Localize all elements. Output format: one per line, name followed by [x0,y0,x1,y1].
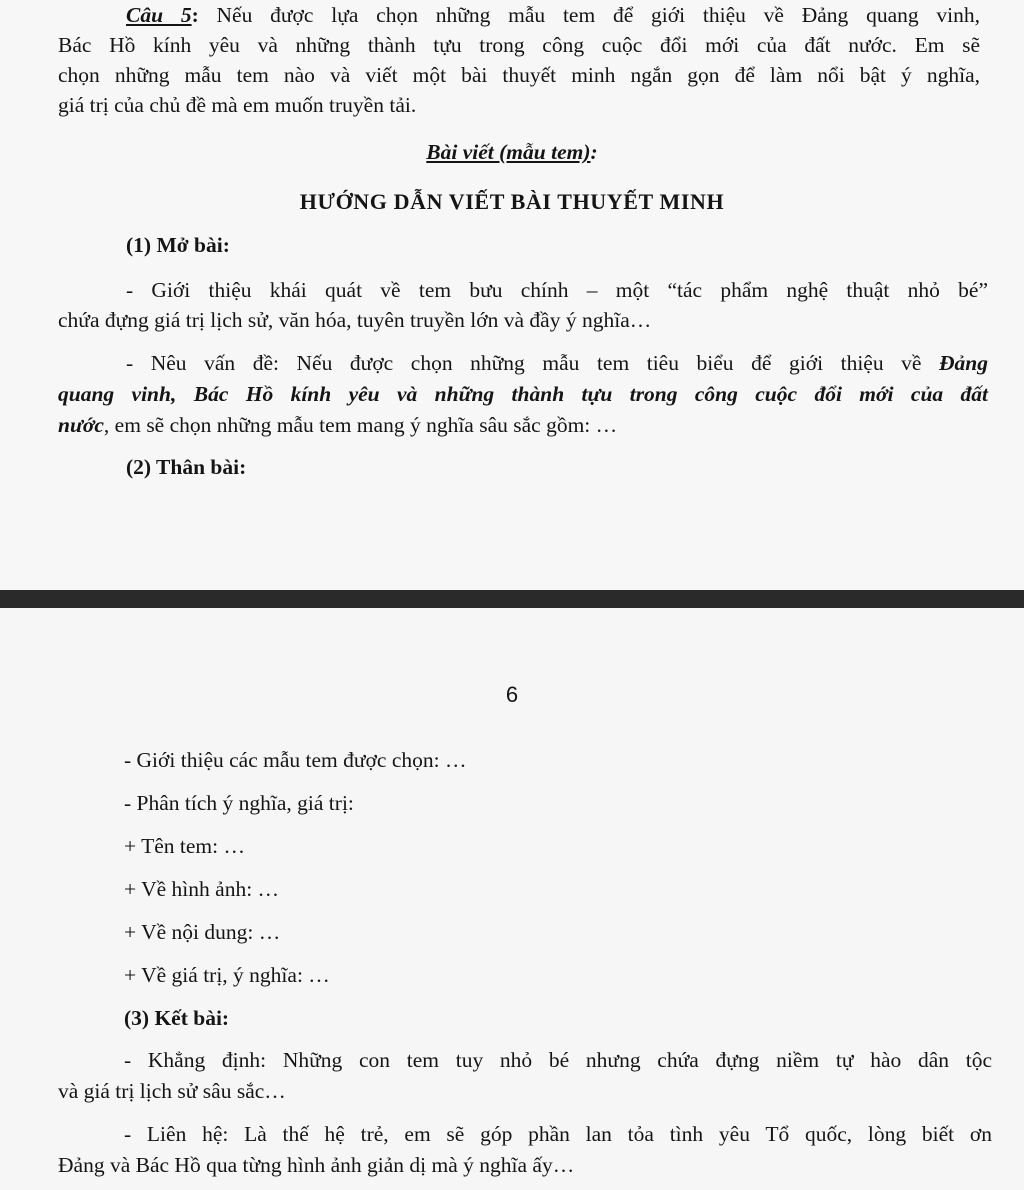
body-item-4: + Về hình ảnh: … [124,877,280,901]
body-item-2: - Phân tích ý nghĩa, giá trị: [124,791,354,815]
body-item-3: + Tên tem: … [124,834,246,858]
intro-p2-line-3 [58,411,617,440]
intro-p2-line-1-text: - Nêu vấn đề: Nếu được chọn những mẫu tem tiêu biểu để giới thiệu về [126,351,940,375]
conclusion-p2-line-1: - Liên hệ: Là thế hệ trẻ, em sẽ góp phần lan tỏa tình yêu Tổ quốc, lòng biết ơn [124,1122,992,1146]
intro-p2-line-1-emphasis: Đảng [939,351,988,375]
intro-p1-line-2: chứa đựng giá trị lịch sử, văn hóa, tuyên truyền lớn và đầy ý nghĩa… [58,308,652,332]
guide-heading: HƯỚNG DẪN VIẾT BÀI THUYẾT MINH [299,189,725,214]
question-label-colon: : [191,3,199,27]
essay-label-text: Bài viết (mẫu tem) [426,140,591,164]
conclusion-title: (3) Kết bài: [124,1006,230,1030]
conclusion-p1-line-2: và giá trị lịch sử sâu sắc… [58,1079,286,1103]
intro-p2-line-2: quang vinh, Bác Hồ kính yêu và những thành tựu trong công cuộc đổi mới của đất [58,382,988,406]
document-page-bottom [0,608,1024,1190]
document-page-top [0,0,1024,590]
intro-p2-line-3-text: , em sẽ chọn những mẫu tem mang ý nghĩa sâu sắc gồm: … [103,413,618,437]
body-item-6: + Về giá trị, ý nghĩa: … [124,963,330,987]
intro-p1-line-1: - Giới thiệu khái quát về tem bưu chính – một “tác phẩm nghệ thuật nhỏ bé” [126,278,988,302]
question-line-3: chọn những mẫu tem nào và viết một bài thuyết minh ngắn gọn để làm nổi bật ý nghĩa, [58,63,980,87]
question-line-4: giá trị của chủ đề mà em muốn truyền tải. [58,93,417,117]
page-number: 6 [505,682,519,707]
essay-label [0,138,1024,167]
conclusion-p2-line-2: Đảng và Bác Hồ qua từng hình ảnh giản dị mà ý nghĩa ấy… [58,1153,575,1177]
question-line-2: Bác Hồ kính yêu và những thành tựu trong công cuộc đổi mới của đất nước. Em sẽ [58,33,980,57]
essay-label-colon: : [590,140,598,164]
body-item-1: - Giới thiệu các mẫu tem được chọn: … [124,748,467,772]
question-line-1-text: Nếu được lựa chọn những mẫu tem để giới thiệu về Đảng quang vinh, [198,3,980,27]
question-line-1 [58,1,980,30]
body-item-5: + Về nội dung: … [124,920,281,944]
page-separator [0,590,1024,608]
conclusion-p1-line-1: - Khẳng định: Những con tem tuy nhỏ bé nhưng chứa đựng niềm tự hào dân tộc [124,1048,992,1072]
question-label: Câu 5 [126,3,192,27]
intro-p2-line-3-emphasis: nước [58,413,104,437]
body-title: (2) Thân bài: [126,455,247,479]
intro-title: (1) Mở bài: [126,233,230,257]
intro-p2-line-1 [58,349,988,378]
